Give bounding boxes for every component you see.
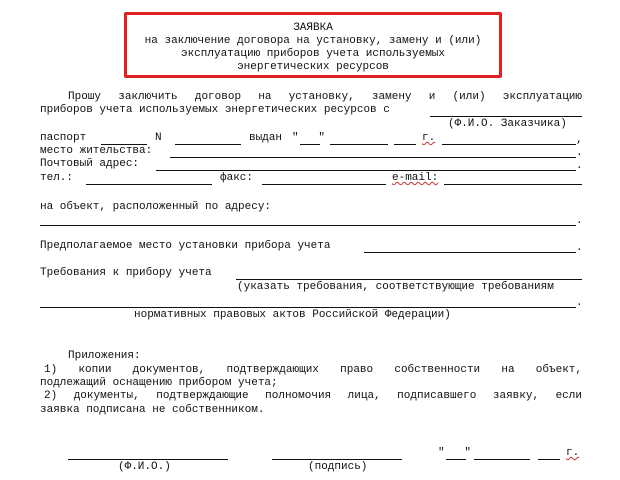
install-place-label: Предполагаемое место установки прибора учета xyxy=(40,240,331,252)
issued-label: выдан xyxy=(249,132,283,144)
attachment-2-line-1: 2) документы, подтверждающие полномочия лица, подписавшего заявку, если xyxy=(44,390,582,402)
email-field[interactable] xyxy=(444,184,582,185)
customer-name-field[interactable] xyxy=(430,116,582,117)
signature-year-field[interactable] xyxy=(538,459,560,460)
fax-label: факс: xyxy=(220,172,254,184)
phone-field[interactable] xyxy=(86,184,212,185)
install-place-field[interactable] xyxy=(364,252,576,253)
passport-number-label: N xyxy=(155,132,162,144)
period: . xyxy=(576,297,583,309)
attachment-1-line-1: 1) копии документов, подтверждающих право собственности на объект, xyxy=(44,364,582,376)
fax-field[interactable] xyxy=(262,184,386,185)
postal-field[interactable] xyxy=(156,170,576,171)
email-label: e-mail: xyxy=(392,172,439,184)
signature-year-abbr: г. xyxy=(566,447,580,459)
period: . xyxy=(576,147,583,159)
signature-date-quotes: " " xyxy=(438,447,472,459)
object-address-label: на объект, расположенный по адресу: xyxy=(40,201,272,213)
issued-month-field[interactable] xyxy=(330,144,388,145)
intro-line-1: Прошу заключить договор на установку, замену и (или) эксплуатацию xyxy=(68,91,582,103)
signature-month-field[interactable] xyxy=(474,459,530,460)
document-title: ЗАЯВКА xyxy=(293,22,333,34)
passport-label: паспорт xyxy=(40,132,87,144)
issued-by-field[interactable] xyxy=(442,144,576,145)
year-abbr: г. xyxy=(422,132,436,144)
phone-label: тел.: xyxy=(40,172,74,184)
title-box xyxy=(124,12,502,78)
requirements-caption-1: (указать требования, соответствующие требованиям xyxy=(237,281,554,293)
residence-field[interactable] xyxy=(170,157,576,158)
signature-name-caption: (Ф.И.О.) xyxy=(118,461,171,473)
period: . xyxy=(576,215,583,227)
signature-caption: (подпись) xyxy=(308,461,368,473)
object-address-field[interactable] xyxy=(40,225,576,226)
attachment-2-line-2: заявка подписана не собственником. xyxy=(40,404,265,416)
comma: , xyxy=(576,134,583,146)
attachments-title: Приложения: xyxy=(68,350,141,362)
issued-day-field[interactable] xyxy=(300,144,320,145)
requirements-field-2[interactable] xyxy=(40,307,576,308)
document-subtitle-line-2: эксплуатацию приборов учета используемых xyxy=(180,48,446,60)
document-subtitle-line-1: на заключение договора на установку, замену и (или) xyxy=(144,35,482,47)
passport-number-field[interactable] xyxy=(175,144,241,145)
signature-day-field[interactable] xyxy=(446,459,466,460)
requirements-field[interactable] xyxy=(236,279,582,280)
postal-label: Почтовый адрес: xyxy=(40,158,140,170)
attachment-1-line-2: подлежащий оснащению прибором учета; xyxy=(40,377,278,389)
customer-name-caption: (Ф.И.О. Заказчика) xyxy=(448,118,567,130)
issued-quotes: " " xyxy=(292,132,326,144)
signature-field[interactable] xyxy=(272,459,402,460)
intro-line-2: приборов учета используемых энергетических ресурсов с xyxy=(40,104,390,116)
document-subtitle-line-3: энергетических ресурсов xyxy=(237,61,389,73)
residence-label: место жительства: xyxy=(40,145,153,157)
signature-name-field[interactable] xyxy=(68,459,228,460)
period: . xyxy=(576,242,583,254)
requirements-caption-2: нормативных правовых актов Российской Федерации) xyxy=(134,309,451,321)
requirements-label: Требования к прибору учета xyxy=(40,267,212,279)
issued-year-field[interactable] xyxy=(394,144,416,145)
period: . xyxy=(576,160,583,172)
